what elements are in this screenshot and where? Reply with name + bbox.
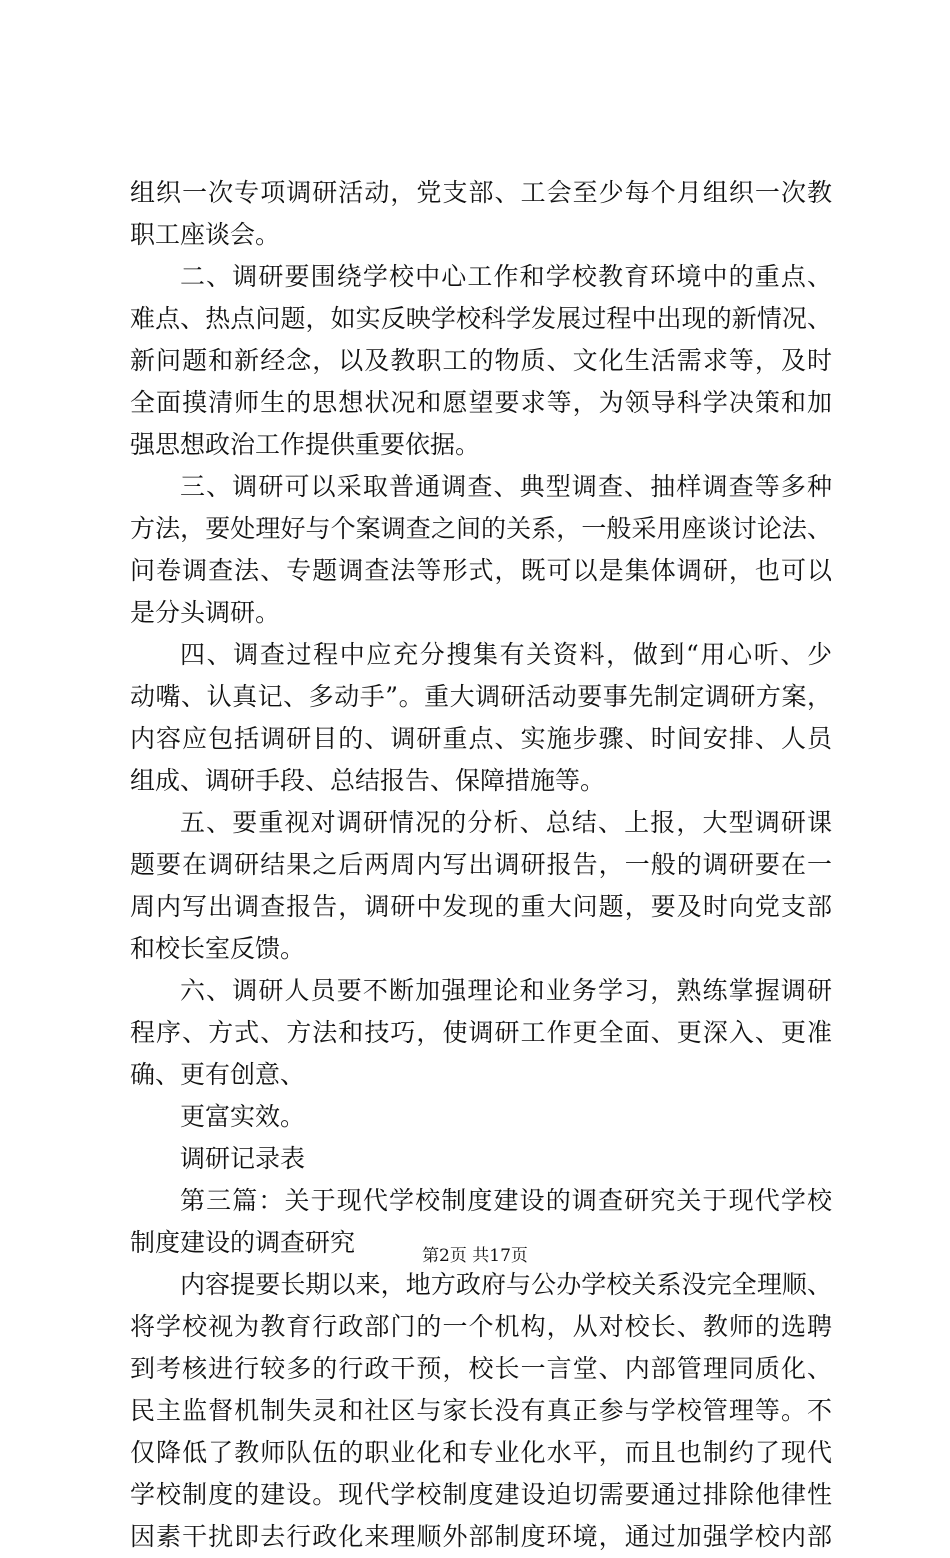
page-number-footer: 第2页 共17页 [422,1246,528,1266]
text-line: 问卷调查法、专题调查法等形式，既可以是集体调研，也可以 [130,556,832,585]
text-line: 确、更有创意、 [130,1060,306,1089]
text-line: 学校制度的建设。现代学校制度建设迫切需要通过排除他律性 [130,1480,832,1509]
text-line: 内容应包括调研目的、调研重点、实施步骤、时间安排、人员 [130,724,832,753]
text-line: 到考核进行较多的行政干预，校长一言堂、内部管理同质化、 [130,1354,832,1383]
text-line: 四、调查过程中应充分搜集有关资料，做到“用心听、少 [180,640,832,669]
text-line: 职工座谈会。 [130,220,281,249]
text-line: 题要在调研结果之后两周内写出调研报告，一般的调研要在一 [130,850,832,879]
text-line: 和校长室反馈。 [130,934,306,963]
text-line: 民主监督机制失灵和社区与家长没有真正参与学校管理等。不 [130,1396,832,1425]
text-line: 组成、调研手段、总结报告、保障措施等。 [130,766,606,795]
text-line: 调研记录表 [180,1144,306,1173]
text-line: 难点、热点问题，如实反映学校科学发展过程中出现的新情况、 [130,304,832,333]
text-line: 制度建设的调查研究 [130,1228,356,1257]
text-line: 六、调研人员要不断加强理论和业务学习，熟练掌握调研 [180,976,832,1005]
text-line: 是分头调研。 [130,598,281,627]
text-line: 三、调研可以采取普通调查、典型调查、抽样调查等多种 [180,472,832,501]
text-line: 更富实效。 [180,1102,306,1131]
text-line: 强思想政治工作提供重要依据。 [130,430,481,459]
text-line: 仅降低了教师队伍的职业化和专业化水平，而且也制约了现代 [130,1438,832,1467]
document-body [130,172,832,1558]
text-line: 第三篇：关于现代学校制度建设的调查研究关于现代学校 [180,1186,832,1215]
text-line: 将学校视为教育行政部门的一个机构，从对校长、教师的选聘 [130,1312,832,1341]
text-line: 程序、方式、方法和技巧，使调研工作更全面、更深入、更准 [130,1018,832,1047]
text-line: 因素干扰即去行政化来理顺外部制度环境，通过加强学校内部 [130,1522,832,1551]
text-line: 新问题和新经念，以及教职工的物质、文化生活需求等，及时 [130,346,832,375]
text-line: 内容提要长期以来，地方政府与公办学校关系没完全理顺、 [180,1270,832,1299]
text-line: 五、要重视对调研情况的分析、总结、上报，大型调研课 [180,808,832,837]
text-line: 组织一次专项调研活动，党支部、工会至少每个月组织一次教 [130,178,832,207]
text-line: 全面摸清师生的思想状况和愿望要求等，为领导科学决策和加 [130,388,832,417]
text-line: 二、调研要围绕学校中心工作和学校教育环境中的重点、 [180,262,832,291]
text-line: 方法，要处理好与个案调查之间的关系，一般采用座谈讨论法、 [130,514,832,543]
text-line: 动嘴、认真记、多动手”。重大调研活动要事先制定调研方案， [130,682,832,711]
text-line: 周内写出调查报告，调研中发现的重大问题，要及时向党支部 [130,892,832,921]
